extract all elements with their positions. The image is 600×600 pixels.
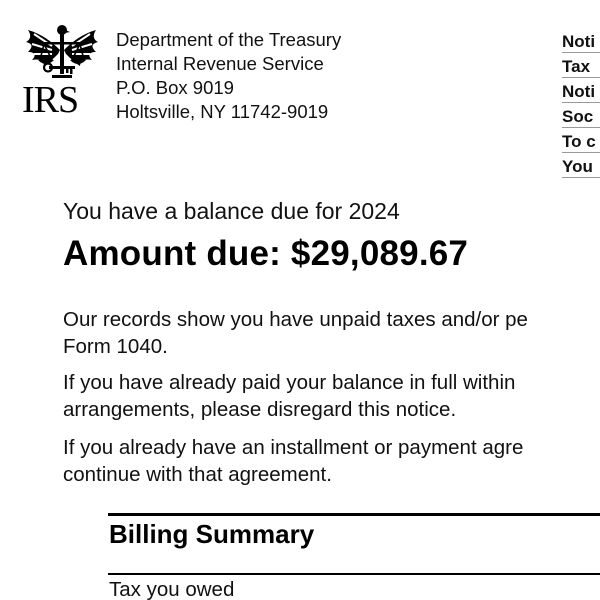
paragraph-installment [63, 434, 523, 488]
paragraph-line: If you already have an installment or payment agre [63, 436, 524, 459]
agency-line-1: Department of the Treasury [116, 29, 342, 50]
notice-row: Tax [562, 53, 600, 78]
paragraph-line: arrangements, please disregard this notice. [63, 398, 457, 421]
paragraph-already-paid [63, 369, 515, 423]
notice-info-box [562, 28, 600, 178]
paragraph-line: If you have already paid your balance in full within [63, 371, 516, 394]
agency-line-2: Internal Revenue Service [116, 53, 324, 74]
notice-row: To c [562, 128, 600, 153]
billing-row-label: Tax you owed [109, 578, 235, 600]
section-divider [108, 513, 600, 516]
notice-row: Soc [562, 103, 600, 128]
notice-row: Noti [562, 28, 600, 53]
paragraph-line: Form 1040. [63, 335, 168, 358]
eagle-scales-icon [22, 20, 102, 82]
paragraph-records [63, 306, 528, 360]
paragraph-line: continue with that agreement. [63, 463, 332, 486]
billing-summary-title: Billing Summary [109, 519, 315, 549]
agency-line-4: Holtsville, NY 11742-9019 [116, 101, 329, 122]
paragraph-line: Our records show you have unpaid taxes and/or pe [63, 308, 528, 331]
amount-due-heading: Amount due: $29,089.67 [63, 234, 469, 273]
balance-due-line: You have a balance due for 2024 [63, 198, 400, 224]
table-divider [108, 573, 600, 575]
notice-row: You [562, 153, 600, 178]
notice-row: Noti [562, 78, 600, 103]
irs-logo [22, 20, 102, 122]
agency-line-3: P.O. Box 9019 [116, 77, 234, 98]
agency-address [116, 28, 341, 124]
logo-wordmark: IRS [22, 79, 79, 121]
